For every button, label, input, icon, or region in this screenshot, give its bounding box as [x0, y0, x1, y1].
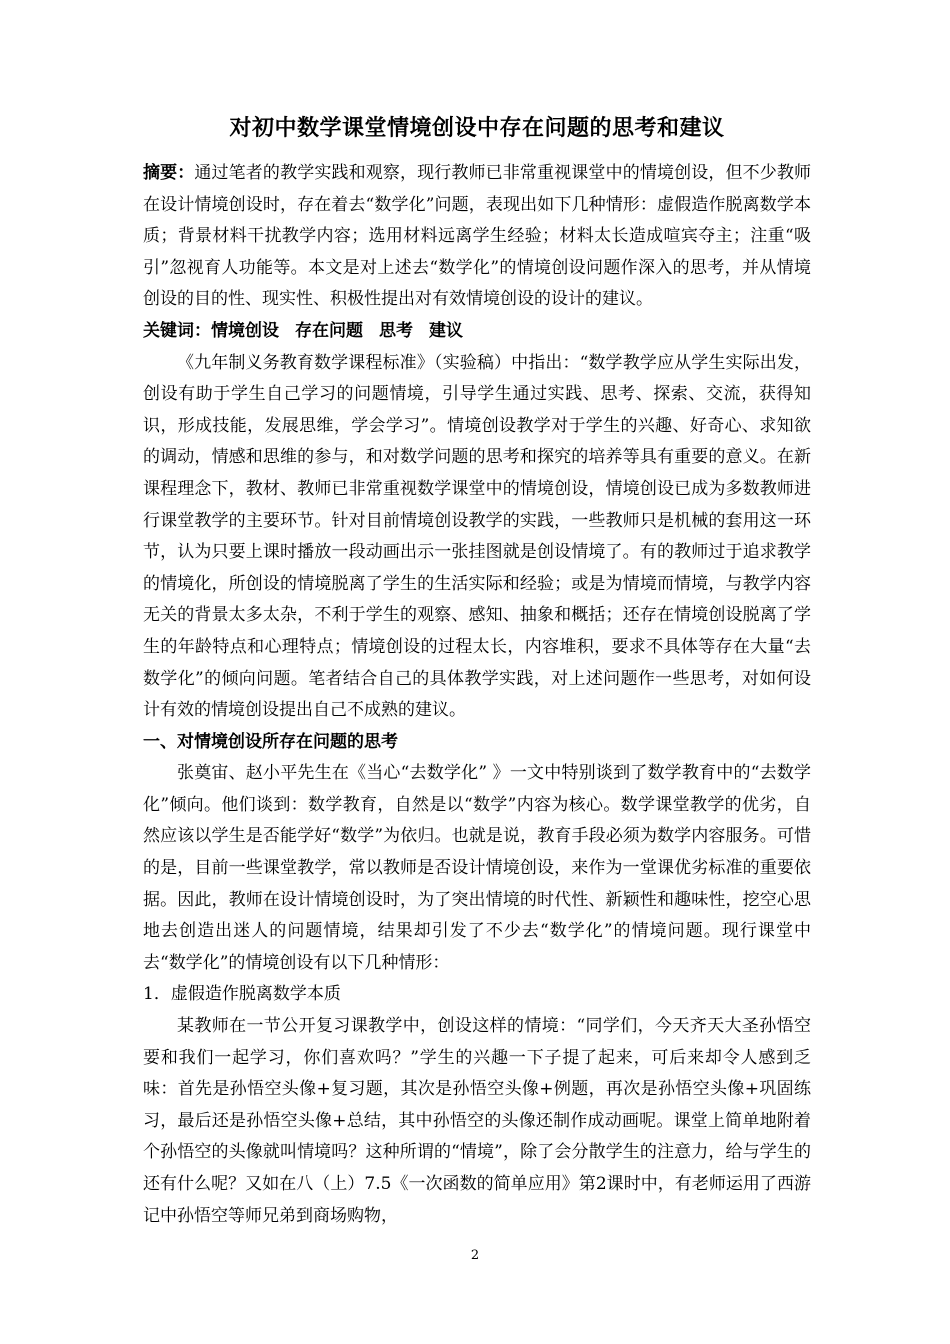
section-heading: 一、对情境创设所存在问题的思考 — [143, 731, 398, 752]
keywords-line — [143, 316, 811, 348]
subsection-heading: 1．虚假造作脱离数学本质 — [143, 984, 341, 1005]
abstract-label: 摘要： — [143, 163, 195, 183]
keywords-label: 关键词： — [143, 320, 211, 341]
page-title: 对初中数学课堂情境创设中存在问题的思考和建议 — [229, 116, 725, 141]
page-number: 2 — [470, 1248, 480, 1263]
section-paragraph: 张奠宙、赵小平先生在《当心“去数学化” 》一文中特别谈到了数学教育中的“去数学化”倾向。他们谈到：数学教育，自然是以“数学”内容为核心。数学课堂教学的优劣，自然应该以学生是否能学好“数学”为依归。也就是说，教育手段必须为数学内容服务。可惜的是，目前一些课堂教学，常以教师是否设计情境创设，来作为一堂课优劣标准的重要依据。因此，教师在设计情境创设时，为了突出情境的时代性、新颖性和趣味性，挖空心思地去创造出迷人的问题情境，结果却引发了不少去“数学化”的情境问题。现行课堂中去“数学化”的情境创设有以下几种情形： — [143, 763, 811, 973]
abstract-paragraph — [143, 158, 811, 316]
abstract-text: 通过笔者的教学实践和观察，现行教师已非常重视课堂中的情境创设，但不少教师在设计情境创设时，存在着去“数学化”问题，表现出如下几种情形：虚假造作脱离数学本质；背景材料干扰教学内容；选用材料远离学生经验；材料太长造成喧宾夺主；注重“吸引”忽视育人功能等。本文是对上述去“数学化”的情境创设问题作深入的思考，并从情境创设的目的性、现实性、积极性提出对有效情境创设的设计的建议。 — [143, 163, 812, 310]
keyword-item: 思考 — [379, 320, 413, 341]
keyword-item: 情境创设 — [211, 320, 279, 341]
intro-paragraph: 《九年制义务教育数学课程标准》（实验稿）中指出：“数学教学应从学生实际出发，创设有助于学生自己学习的问题情境，引导学生通过实践、思考、探索、交流，获得知识，形成技能，发展思维，学会学习”。情境创设教学对于学生的兴趣、好奇心、求知欲的调动，情感和思维的参与，和对数学问题的思考和探究的培养等具有重要的意义。在新课程理念下，教材、教师已非常重视数学课堂中的情境创设，情境创设已成为多数教师进行课堂教学的主要环节。针对目前情境创设教学的实践，一些教师只是机械的套用这一环节，认为只要上课时播放一段动画出示一张挂图就是创设情境了。有的教师过于追求教学的情境化，所创设的情境脱离了学生的生活实际和经验；或是为情境而情境，与教学内容无关的背景太多太杂，不利于学生的观察、感知、抽象和概括；还存在情境创设脱离了学生的年龄特点和心理特点；情境创设的过程太长，内容堆积，要求不具体等存在大量“去数学化”的倾向问题。笔者结合自己的具体教学实践，对上述问题作一些思考，对如何设计有效的情境创设提出自己不成熟的建议。 — [143, 352, 811, 721]
subsection-paragraph: 某教师在一节公开复习课教学中，创设这样的情境：“同学们，今天齐天大圣孙悟空要和我们一起学习，你们喜欢吗？”学生的兴趣一下子提了起来，可后来却令人感到乏味：首先是孙悟空头像+复习题，其次是孙悟空头像+例题，再次是孙悟空头像+巩固练习，最后还是孙悟空头像+总结，其中孙悟空的头像还制作成动画呢。课堂上简单地附着个孙悟空的头像就叫情境吗？这种所谓的“情境”，除了会分散学生的注意力，给与学生的还有什么呢？又如在八（上）7.5《一次函数的简单应用》第2课时中，有老师运用了西游记中孙悟空等师兄弟到商场购物， — [143, 1016, 811, 1226]
document-page — [143, 114, 811, 1232]
keyword-item: 建议 — [429, 320, 463, 341]
keyword-item: 存在问题 — [295, 320, 363, 341]
